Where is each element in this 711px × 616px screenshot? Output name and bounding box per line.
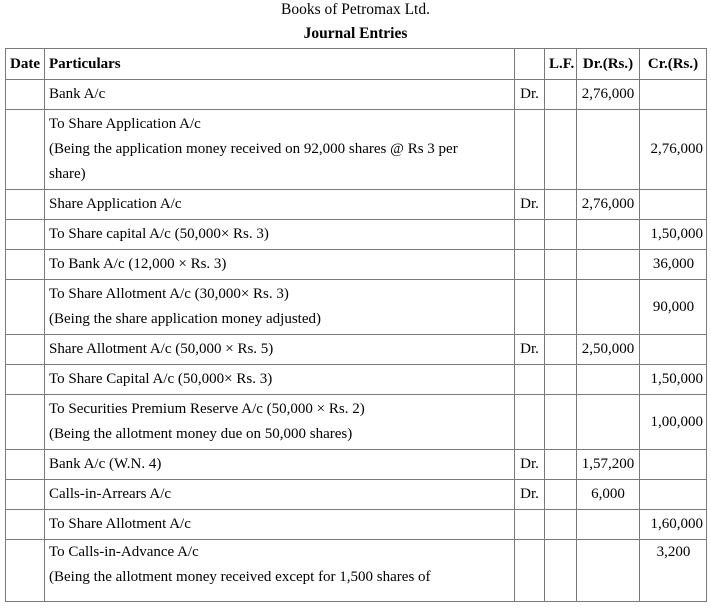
credit-amount [640, 335, 707, 365]
date-cell [6, 250, 45, 280]
lf-cell [545, 480, 577, 510]
debit-amount: 6,000 [577, 480, 640, 510]
particulars-line: share) [49, 166, 86, 182]
lf-cell [545, 280, 577, 335]
date-cell [6, 80, 45, 110]
dr-mark-cell [515, 395, 545, 450]
particulars-line: To Share Allotment A/c (30,000× Rs. 3) [49, 286, 289, 302]
dr-mark-cell: Dr. [515, 480, 545, 510]
credit-amount: 1,50,000 [640, 220, 707, 250]
header-dr: Dr.(Rs.) [577, 49, 640, 80]
date-cell [6, 190, 45, 220]
header-particulars: Particulars [45, 49, 515, 80]
table-row [6, 110, 707, 190]
dr-mark-cell: Dr. [515, 450, 545, 480]
table-row [6, 190, 707, 220]
particulars-cell [45, 450, 515, 480]
debit-amount: 1,57,200 [577, 450, 640, 480]
particulars-line: (Being the application money received on 92,000 shares @ Rs 3 per [49, 141, 458, 157]
particulars-line: To Calls-in-Advance A/c [49, 544, 199, 560]
lf-cell [545, 450, 577, 480]
particulars-cell [45, 335, 515, 365]
particulars-line: To Securities Premium Reserve A/c (50,000 × Rs. 2) [49, 401, 365, 417]
particulars-cell [45, 365, 515, 395]
date-cell [6, 450, 45, 480]
particulars-line: Share Allotment A/c (50,000 × Rs. 5) [49, 341, 274, 357]
dr-mark-cell [515, 250, 545, 280]
particulars-cell [45, 540, 515, 602]
particulars-line: (Being the share application money adjusted) [49, 311, 321, 327]
table-row [6, 510, 707, 540]
particulars-line: Calls-in-Arrears A/c [49, 486, 172, 502]
lf-cell [545, 365, 577, 395]
particulars-line: Bank A/c [49, 86, 106, 102]
date-cell [6, 540, 45, 602]
credit-amount [640, 80, 707, 110]
table-row [6, 335, 707, 365]
table-row [6, 450, 707, 480]
particulars-line: To Share Capital A/c (50,000× Rs. 3) [49, 371, 273, 387]
date-cell [6, 110, 45, 190]
credit-amount: 2,76,000 [640, 110, 707, 190]
document-subtitle: Journal Entries [303, 25, 408, 42]
date-cell [6, 335, 45, 365]
debit-amount [577, 110, 640, 190]
date-cell [6, 220, 45, 250]
credit-amount: 90,000 [640, 280, 707, 335]
credit-amount [640, 480, 707, 510]
table-row [6, 395, 707, 450]
dr-mark-cell: Dr. [515, 190, 545, 220]
debit-amount [577, 540, 640, 602]
table-row [6, 80, 707, 110]
lf-cell [545, 110, 577, 190]
header-cr: Cr.(Rs.) [640, 49, 707, 80]
debit-amount [577, 220, 640, 250]
particulars-line: To Share Allotment A/c [49, 516, 191, 532]
credit-amount [640, 450, 707, 480]
date-cell [6, 395, 45, 450]
date-cell [6, 365, 45, 395]
date-cell [6, 510, 45, 540]
particulars-cell [45, 280, 515, 335]
particulars-line: Bank A/c (W.N. 4) [49, 456, 162, 472]
dr-mark-cell [515, 540, 545, 602]
particulars-cell [45, 220, 515, 250]
date-cell [6, 280, 45, 335]
credit-amount: 1,50,000 [640, 365, 707, 395]
dr-mark-cell: Dr. [515, 80, 545, 110]
dr-mark-cell [515, 110, 545, 190]
debit-amount: 2,76,000 [577, 80, 640, 110]
particulars-line: To Share capital A/c (50,000× Rs. 3) [49, 226, 269, 242]
header-drmark [515, 49, 545, 80]
particulars-cell [45, 480, 515, 510]
table-row [6, 365, 707, 395]
table-row [6, 540, 707, 602]
credit-amount: 1,60,000 [640, 510, 707, 540]
debit-amount [577, 395, 640, 450]
header-date: Date [6, 49, 45, 80]
table-row [6, 220, 707, 250]
particulars-cell [45, 250, 515, 280]
dr-mark-cell [515, 365, 545, 395]
particulars-line: (Being the allotment money received except for 1,500 shares of [49, 569, 431, 585]
document-title: Books of Petromax Ltd. [281, 1, 430, 18]
lf-cell [545, 395, 577, 450]
particulars-line: To Bank A/c (12,000 × Rs. 3) [49, 256, 227, 272]
particulars-cell [45, 190, 515, 220]
debit-amount [577, 250, 640, 280]
table-row [6, 480, 707, 510]
lf-cell [545, 250, 577, 280]
dr-mark-cell [515, 510, 545, 540]
table-row [6, 250, 707, 280]
table-row [6, 280, 707, 335]
particulars-cell [45, 395, 515, 450]
lf-cell [545, 510, 577, 540]
credit-amount: 3,200 [640, 540, 707, 602]
lf-cell [545, 220, 577, 250]
particulars-line: To Share Application A/c [49, 116, 201, 132]
header-lf: L.F. [545, 49, 577, 80]
debit-amount: 2,50,000 [577, 335, 640, 365]
dr-mark-cell: Dr. [515, 335, 545, 365]
debit-amount: 2,76,000 [577, 190, 640, 220]
debit-amount [577, 280, 640, 335]
credit-amount: 36,000 [640, 250, 707, 280]
journal-table [5, 48, 707, 602]
debit-amount [577, 510, 640, 540]
dr-mark-cell [515, 280, 545, 335]
debit-amount [577, 365, 640, 395]
particulars-cell [45, 80, 515, 110]
particulars-line: (Being the allotment money due on 50,000 shares) [49, 426, 353, 442]
date-cell [6, 480, 45, 510]
lf-cell [545, 335, 577, 365]
particulars-line: Share Application A/c [49, 196, 182, 212]
particulars-cell [45, 110, 515, 190]
lf-cell [545, 540, 577, 602]
particulars-cell [45, 510, 515, 540]
lf-cell [545, 190, 577, 220]
credit-amount [640, 190, 707, 220]
dr-mark-cell [515, 220, 545, 250]
table-header-row [6, 49, 707, 80]
lf-cell [545, 80, 577, 110]
credit-amount: 1,00,000 [640, 395, 707, 450]
